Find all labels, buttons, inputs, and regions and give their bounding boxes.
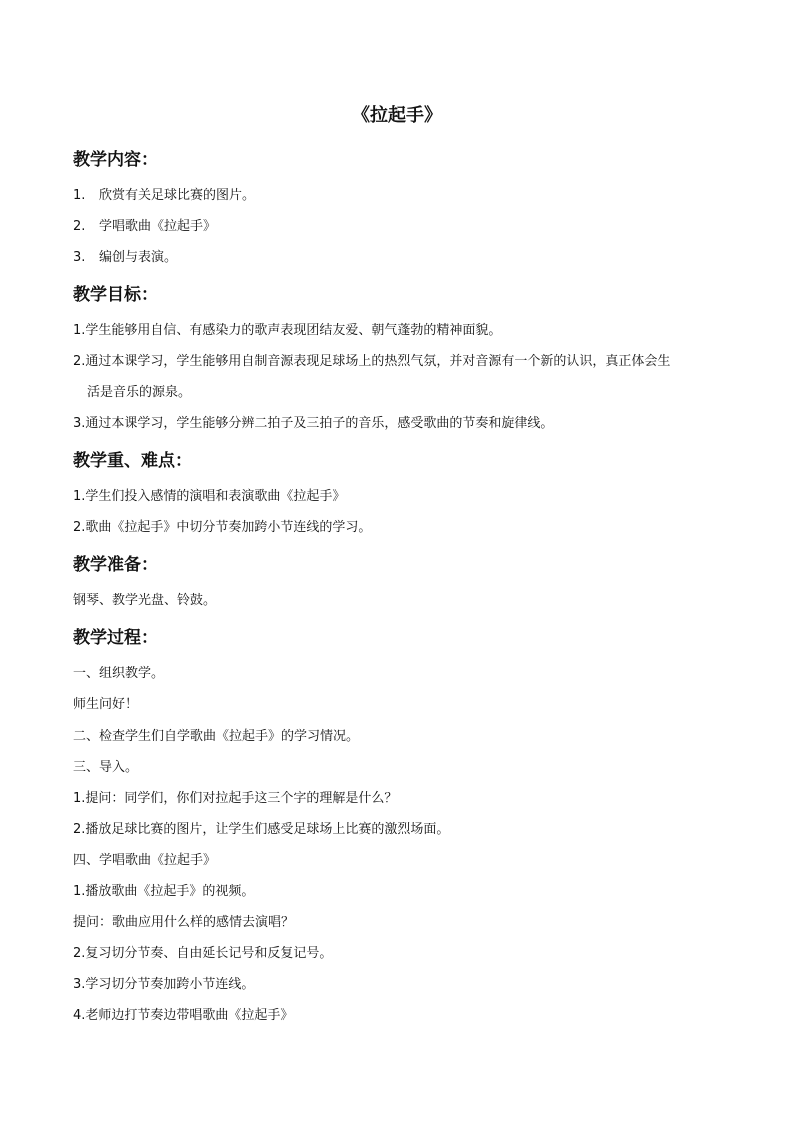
process-item: 2.复习切分节奏、自由延长记号和反复记号。 [73, 946, 333, 961]
content-item-text: 编创与表演。 [99, 250, 178, 265]
content-item-text: 学唱歌曲《拉起手》 [99, 219, 217, 234]
goal-item: 3.通过本课学习，学生能够分辨二拍子及三拍子的音乐，感受歌曲的节奏和旋律线。 [73, 416, 554, 431]
process-item: 3.学习切分节奏加跨小节连线。 [73, 977, 255, 992]
document-title: 《拉起手》 [352, 105, 442, 126]
goal-item: 1.学生能够用自信、有感染力的歌声表现团结友爱、朝气蓬勃的精神面貌。 [73, 323, 502, 338]
process-item: 4.老师边打节奏边带唱歌曲《拉起手》 [73, 1008, 294, 1023]
process-item: 1.播放歌曲《拉起手》的视频。 [73, 884, 255, 899]
process-item: 三、导入。 [73, 760, 139, 775]
content-item-number: 2. [73, 219, 86, 234]
process-item: 1.提问：同学们，你们对拉起手这三个字的理解是什么？ [73, 791, 398, 806]
heading-content: 教学内容： [73, 150, 158, 170]
heading-process: 教学过程： [73, 628, 158, 648]
process-item: 二、检查学生们自学歌曲《拉起手》的学习情况。 [73, 729, 360, 744]
content-item-number: 1. [73, 188, 86, 203]
content-item-3 [73, 248, 733, 268]
content-item-text: 欣赏有关足球比赛的图片。 [99, 188, 256, 203]
process-item: 师生问好！ [73, 697, 139, 712]
content-item-2 [73, 217, 733, 237]
keypoint-item: 2.歌曲《拉起手》中切分节奏加跨小节连线的学习。 [73, 520, 372, 535]
heading-prep: 教学准备： [73, 555, 158, 575]
prep-item: 钢琴、教学光盘、铃鼓。 [73, 593, 217, 608]
process-item: 提问：歌曲应用什么样的感情去演唱？ [73, 915, 295, 930]
goal-item: 2.通过本课学习，学生能够用自制音源表现足球场上的热烈气氛，并对音源有一个新的认识，真正体会生 [73, 354, 671, 369]
content-item-1 [73, 186, 733, 206]
process-item: 四、学唱歌曲《拉起手》 [73, 853, 217, 868]
heading-goals: 教学目标： [73, 285, 158, 305]
content-item-number: 3. [73, 250, 86, 265]
keypoint-item: 1.学生们投入感情的演唱和表演歌曲《拉起手》 [73, 489, 346, 504]
process-item: 2.播放足球比赛的图片，让学生们感受足球场上比赛的激烈场面。 [73, 822, 450, 837]
process-item: 一、组织教学。 [73, 666, 165, 681]
goal-item-continuation: 活是音乐的源泉。 [87, 385, 192, 400]
heading-keypoints: 教学重、难点： [73, 451, 192, 471]
